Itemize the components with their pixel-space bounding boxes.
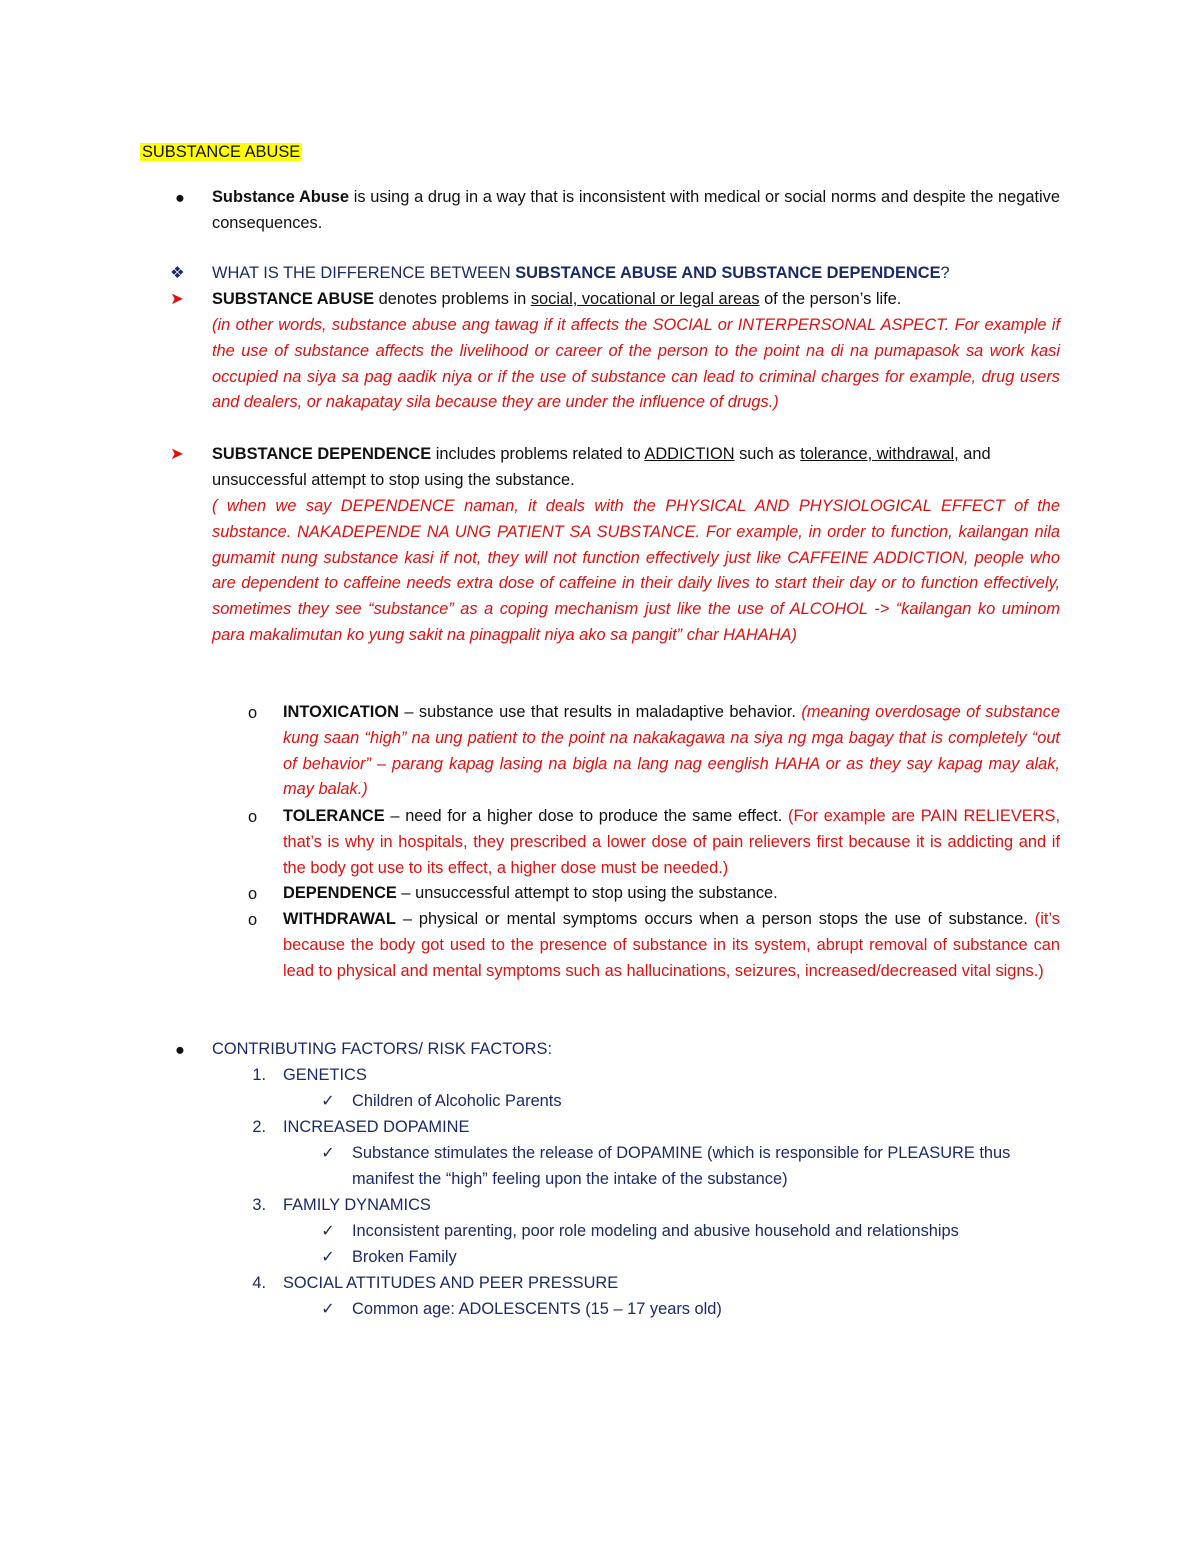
dependence-text3: and unsuccessful attempt to stop using the substance. — [212, 445, 991, 489]
dependence-text1: includes problems related to — [431, 445, 645, 463]
check-icon: ✓ — [321, 1222, 335, 1240]
factor-check-item: Substance stimulates the release of DOPAMINE (which is responsible for PLEASURE thus manifest the “high” feeling upon the intake of the substance) — [352, 1144, 1011, 1188]
dependence-underlined-tolerance: tolerance, withdrawal, — [800, 445, 959, 463]
check-icon: ✓ — [321, 1092, 335, 1110]
abuse-term: SUBSTANCE ABUSE — [212, 290, 375, 308]
check-icon: ✓ — [321, 1144, 335, 1162]
factor-check-item: Children of Alcoholic Parents — [352, 1092, 562, 1110]
check-icon: ✓ — [321, 1300, 335, 1318]
term-note: (meaning overdosage of substance kung saan “high” na ung patient to the point na nakakagawa na siya ng mga bagay that is completely “out of behavior” – parang kapag lasing na bigla na lang nag eenglish HAHA or as they say kapag may alak, may balak.) — [283, 703, 1060, 799]
term-tolerance — [283, 804, 1060, 881]
factors-heading: CONTRIBUTING FACTORS/ RISK FACTORS: — [212, 1040, 552, 1058]
term-definition: – physical or mental symptoms occurs when a person stops the use of substance. — [395, 910, 1035, 928]
diamond-bullet-icon: ❖ — [170, 264, 185, 282]
abuse-text2: of the person’s life. — [759, 290, 902, 308]
question-suffix: ? — [940, 264, 950, 282]
check-icon: ✓ — [321, 1248, 335, 1266]
circle-bullet-icon: o — [248, 885, 258, 903]
factor-label: GENETICS — [283, 1066, 367, 1084]
question-prefix: WHAT IS THE DIFFERENCE BETWEEN — [212, 264, 516, 282]
dependence-note: ( when we say DEPENDENCE naman, it deals with the PHYSICAL AND PHYSIOLOGICAL EFFECT of the substance. NAKADEPENDE NA UNG PATIENT SA SUBSTANCE. For example, in order to function, kailangan nila gumamit nung substance kasi if not, they will not function effectively just like CAFFEINE ADDICTION, people who are dependent to caffeine needs extra dose of caffeine in their daily lives to start their day or to function effectively, sometimes they see “substance” as a coping mechanism just like the use of ALCOHOL -> “kailangan ko uminom para makalimutan ko yung sakit na pinagpalit niya ako sa pangit” char HAHAHA) — [212, 497, 1060, 644]
factor-check-item: Inconsistent parenting, poor role modeling and abusive household and relationships — [352, 1222, 959, 1240]
term-intoxication — [283, 700, 1060, 803]
abuse-paragraph — [212, 287, 1060, 313]
document-title — [140, 140, 302, 166]
definition-paragraph — [212, 185, 1060, 237]
factor-number: 3. — [252, 1196, 266, 1214]
term-note: (For example are PAIN RELIEVERS, that’s is why in hospitals, they prescribed a lower dose of pain relievers first because it is addicting and if the body got use to its effect, a higher dose must be needed.) — [283, 807, 1061, 877]
term-dependence — [283, 881, 1060, 907]
abuse-text1: denotes problems in — [374, 290, 531, 308]
term-withdrawal — [283, 907, 1060, 984]
term-note: (it’s because the body got used to the presence of substance in its system, abrupt removal of substance can lead to physical and mental symptoms such as hallucinations, seizures, increased/decreased vital signs.) — [283, 910, 1060, 980]
term-label: TOLERANCE — [283, 807, 385, 825]
factor-number: 1. — [252, 1066, 266, 1084]
factor-label: SOCIAL ATTITUDES AND PEER PRESSURE — [283, 1274, 619, 1292]
factor-label: FAMILY DYNAMICS — [283, 1196, 431, 1214]
factor-number: 4. — [252, 1274, 266, 1292]
term-definition: – need for a higher dose to produce the same effect. — [384, 807, 788, 825]
arrow-bullet-icon: ➤ — [170, 445, 184, 463]
factor-check-item: Common age: ADOLESCENTS (15 – 17 years old) — [352, 1300, 722, 1318]
term-definition: – unsuccessful attempt to stop using the substance. — [396, 884, 778, 902]
circle-bullet-icon: o — [248, 808, 258, 826]
dependence-text2: such as — [734, 445, 801, 463]
term-label: WITHDRAWAL — [283, 910, 396, 928]
factor-check-item: Broken Family — [352, 1248, 457, 1266]
bullet-dot-icon: ● — [175, 189, 185, 207]
factor-number: 2. — [252, 1118, 266, 1136]
dependence-term: SUBSTANCE DEPENDENCE — [212, 445, 432, 463]
arrow-bullet-icon: ➤ — [170, 290, 184, 308]
term-definition: – substance use that results in maladaptive behavior. — [398, 703, 802, 721]
circle-bullet-icon: o — [248, 911, 258, 929]
circle-bullet-icon: o — [248, 704, 258, 722]
bullet-dot-icon: ● — [175, 1041, 185, 1059]
definition-text: is using a drug in a way that is inconsistent with medical or social norms and despite the negative consequences. — [212, 188, 1060, 232]
abuse-note: (in other words, substance abuse ang tawag if it affects the SOCIAL or INTERPERSONAL ASPECT. For example if the use of substance affects the livelihood or career of the person to the point na di na pumapasok sa work kasi occupied na siya sa pag aadik niya or if the use of substance can lead to criminal charges for example, drug users and dealers, or nakapatay sila because they are under the influence of drugs.) — [212, 316, 1060, 412]
term-label: INTOXICATION — [283, 703, 399, 721]
title-highlight: SUBSTANCE ABUSE — [142, 143, 301, 161]
term-label: DEPENDENCE — [283, 884, 397, 902]
difference-question — [212, 261, 1060, 287]
factor-label: INCREASED DOPAMINE — [283, 1118, 470, 1136]
dependence-underlined-addiction: ADDICTION — [644, 445, 735, 463]
abuse-underlined: social, vocational or legal areas — [530, 290, 760, 308]
dependence-paragraph — [212, 442, 1060, 494]
question-bold: SUBSTANCE ABUSE AND SUBSTANCE DEPENDENCE — [515, 264, 941, 282]
definition-term: Substance Abuse — [212, 188, 350, 206]
